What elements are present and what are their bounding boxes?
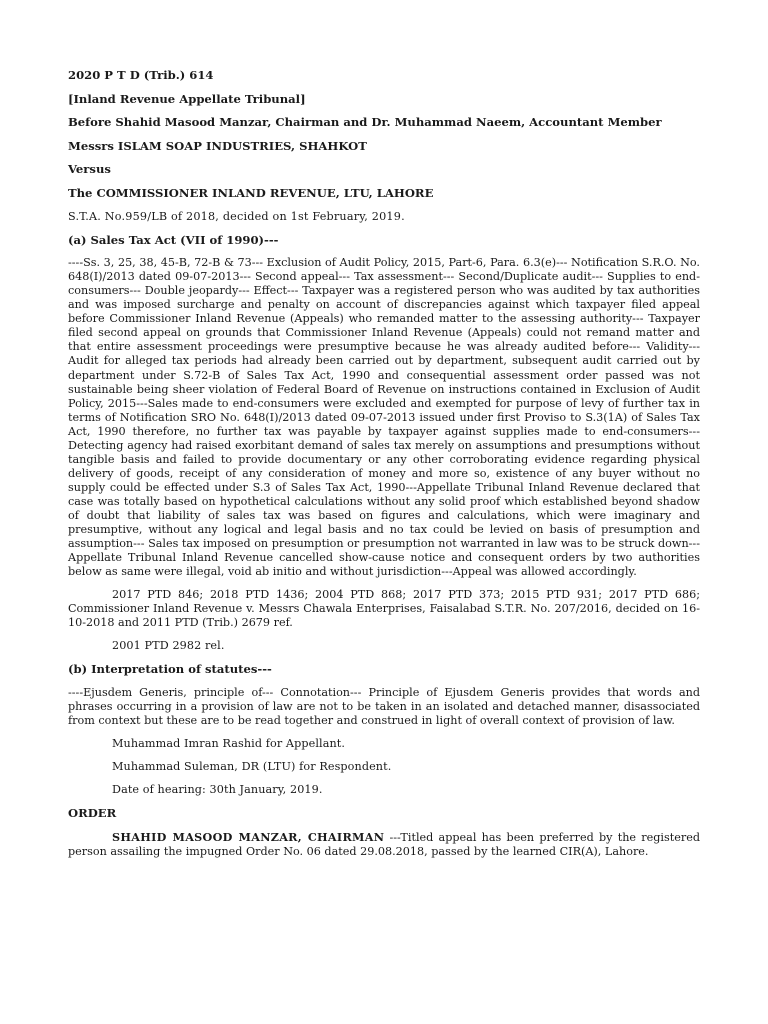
heading-sales-tax-act: (a) Sales Tax Act (VII of 1990)--- bbox=[68, 232, 279, 247]
judgment-body bbox=[68, 68, 700, 868]
order-paragraph bbox=[68, 830, 700, 859]
references-a: 2017 PTD 846; 2018 PTD 1436; 2004 PTD 868; 2017 PTD 373; 2015 PTD 931; 2017 PTD 686; Commissioner Inland Revenue v. Messrs Chawala Enterprises, Faisalabad S.T.R. No. 207/2016, decided on 16-10-2018 and 2011 PTD (Trib.) 2679 ref. bbox=[68, 588, 700, 630]
tribunal-name: [Inland Revenue Appellate Tribunal] bbox=[68, 91, 306, 106]
versus: Versus bbox=[68, 162, 111, 177]
headnote-b: ----Ejusdem Generis, principle of--- Connotation--- Principle of Ejusdem Generis provides that words and phrases occurring in a provision of law are not to be taken in an isolated and detached manner, disassociated from context but these are to be read together and construed in light of overall context of provision of law. bbox=[68, 685, 700, 728]
order-heading: ORDER bbox=[68, 806, 117, 821]
counsel-respondent: Muhammad Suleman, DR (LTU) for Respondent. bbox=[112, 760, 392, 774]
bench: Before Shahid Masood Manzar, Chairman and Dr. Muhammad Naeem, Accountant Member bbox=[68, 115, 662, 130]
headnote-a: ----Ss. 3, 25, 38, 45-B, 72-B & 73--- Exclusion of Audit Policy, 2015, Part-6, Para. 6.3(e)--- Notification S.R.O. No. 648(I)/2013 dated 09-07-2013--- Second appeal--- Tax assessment--- Second/Duplicate audit--- Supplies to end-consumers--- Double jeopardy--- Effect--- Taxpayer was a registered person who was audited by tax authorities and was imposed surcharge and penalty on account of discrepancies against which taxpayer filed appeal before Commissioner Inland Revenue (Appeals) who remanded matter to the assessing authority--- Taxpayer filed second appeal on grounds that Commissioner Inland Revenue (Appeals) could not remand matter and that entire assessment proceedings were presumptive because he was already audited before--- Validity--- Audit for alleged tax periods had already been carried out by department, subsequent audit carried out by department under S.72-B of Sales Tax Act, 1990 and consequential assessment order passed was not sustainable being sheer violation of Federal Board of Revenue on instructions contained in Exclusion of Audit Policy, 2015---Sales made to end-consumers were excluded and exempted for purpose of levy of further tax in terms of Notification SRO No. 648(I)/2013 dated 09-07-2013 issued under first Proviso to S.3(1A) of Sales Tax Act, 1990 therefore, no further tax was payable by taxpayer against supplies made to end-consumers---Detecting agency had raised exorbitant demand of sales tax merely on assumptions and presumptions without tangible basis and failed to provide documentary or any other corroborating evidence regarding physical delivery of goods, receipt of any consideration of money and more so, existence of any buyer without no supply could be effected under S.3 of Sales Tax Act, 1990---Appellate Tribunal Inland Revenue declared that case was totally based on hypothetical calculations without any solid proof which established beyond shadow of doubt that liability of sales tax was based on figures and calculations, which were imaginary and presumptive, without any logical and legal basis and no tax could be levied on basis of presumption and assumption--- Sales tax imposed on presumption or presumption not warranted in law was to be struck down--- Appellate Tribunal Inland Revenue cancelled show-cause notice and consequent orders by two authorities below as same were illegal, void ab initio and without jurisdiction---Appeal was allowed accordingly. bbox=[68, 256, 700, 579]
heading-interpretation: (b) Interpretation of statutes--- bbox=[68, 662, 272, 677]
order-author: SHAHID MASOOD MANZAR, CHAIRMAN bbox=[112, 829, 385, 844]
counsel-appellant: Muhammad Imran Rashid for Appellant. bbox=[112, 737, 346, 751]
respondent: The COMMISSIONER INLAND REVENUE, LTU, LAHORE bbox=[68, 185, 434, 200]
citation: 2020 P T D (Trib.) 614 bbox=[68, 68, 214, 82]
case-reference: S.T.A. No.959/LB of 2018, decided on 1st February, 2019. bbox=[68, 209, 405, 223]
relied-a: 2001 PTD 2982 rel. bbox=[112, 639, 225, 653]
hearing-date: Date of hearing: 30th January, 2019. bbox=[112, 783, 323, 797]
order-text: ---Titled appeal has been preferred by the registered person assailing the impugned Order No. 06 dated 29.08.2018, passed by the learned CIR(A), Lahore. bbox=[68, 830, 700, 858]
appellant: Messrs ISLAM SOAP INDUSTRIES, SHAHKOT bbox=[68, 138, 367, 153]
